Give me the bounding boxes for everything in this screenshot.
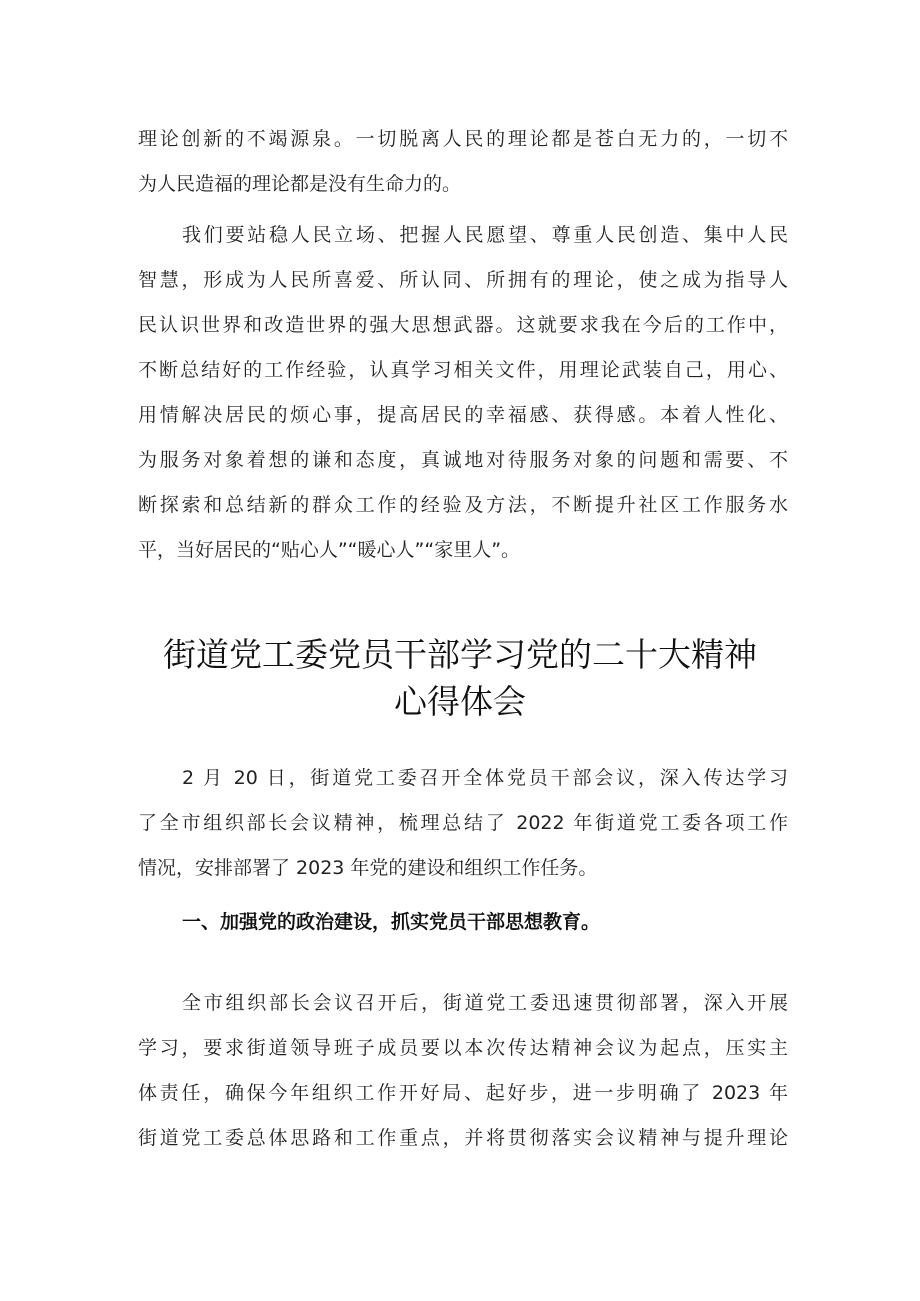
text-line: 情况，安排部署了 2023 年党的建设和组织工作任务。 xyxy=(138,857,598,879)
text-line: 用情解决居民的烦心事，提高居民的幸福感、获得感。本着人性化、 xyxy=(138,404,788,426)
text-line: 理论创新的不竭源泉。一切脱离人民的理论都是苍白无力的，一切不 xyxy=(138,128,788,150)
text-line: 学习，要求街道领导班子成员要以本次传达精神会议为起点，压实主 xyxy=(138,1037,788,1059)
text-line: 智慧，形成为人民所喜爱、所认同、所拥有的理论，使之成为指导人 xyxy=(138,269,788,291)
text-line: 2 月 20 日，街道党工委召开全体党员干部会议，深入传达学习 xyxy=(182,767,788,789)
text-line: 为服务对象着想的谦和态度，真诚地对待服务对象的问题和需要、不 xyxy=(138,449,788,471)
section-heading: 一、加强党的政治建设，抓实党员干部思想教育。 xyxy=(182,911,601,933)
text-line: 体责任，确保今年组织工作开好局、起好步，进一步明确了 2023 年 xyxy=(138,1082,788,1104)
text-line: 街道党工委总体思路和工作重点，并将贯彻落实会议精神与提升理论 xyxy=(138,1127,788,1149)
text-line: 平，当好居民的“贴心人”“暖心人”“家里人”。 xyxy=(138,539,521,561)
document-title-line-2: 心得体会 xyxy=(394,682,526,721)
document-title-line-1: 街道党工委党员干部学习党的二十大精神 xyxy=(163,635,757,674)
text-line: 全市组织部长会议召开后，街道党工委迅速贯彻部署，深入开展 xyxy=(182,992,788,1014)
text-line: 民认识世界和改造世界的强大思想武器。这就要求我在今后的工作中， xyxy=(138,314,788,336)
text-line: 不断总结好的工作经验，认真学习相关文件，用理论武装自己，用心、 xyxy=(138,359,788,381)
text-line: 为人民造福的理论都是没有生命力的。 xyxy=(138,173,462,195)
text-line: 断探索和总结新的群众工作的经验及方法，不断提升社区工作服务水 xyxy=(138,494,788,516)
text-line: 我们要站稳人民立场、把握人民愿望、尊重人民创造、集中人民 xyxy=(182,224,788,246)
text-line: 了全市组织部长会议精神，梳理总结了 2022 年街道党工委各项工作 xyxy=(138,812,788,834)
